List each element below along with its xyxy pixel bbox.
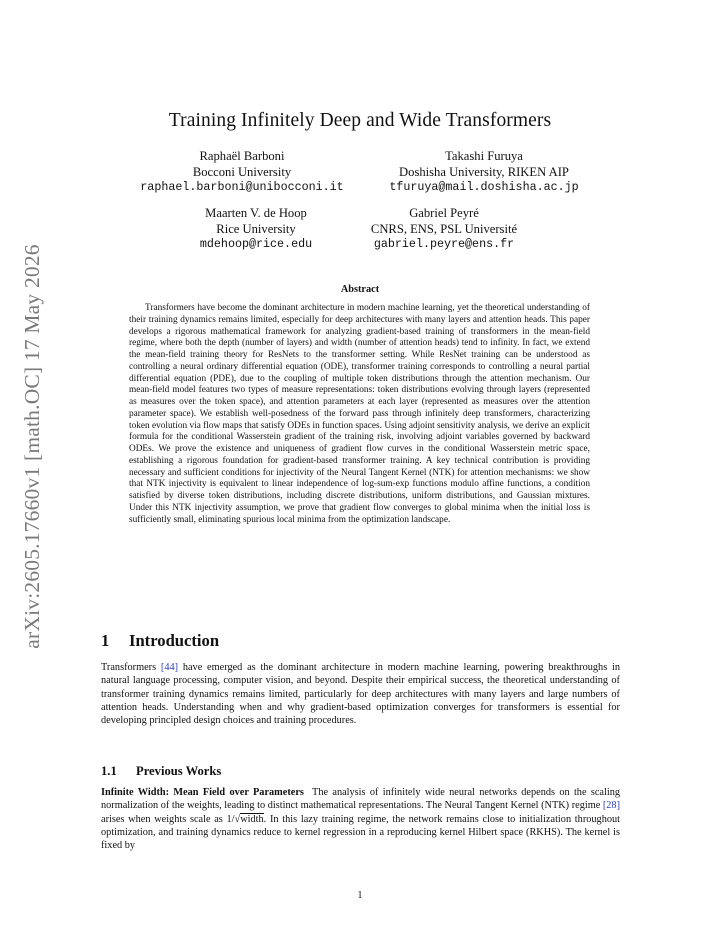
author-name: Raphaël Barboni — [199, 149, 285, 163]
author-block-barboni — [128, 149, 356, 196]
author-affiliation: Bocconi University — [192, 164, 292, 179]
citation-link-28[interactable]: [28] — [602, 800, 621, 812]
author-email: raphael.barboni@unibocconi.it — [140, 180, 344, 194]
works-text-1: The analysis of infinitely wide neural networks depends on the scaling normalization of the weights, leading to distinct mathematical representations. The Neural Tangent Kernel (NTK) regime — [101, 787, 621, 812]
arxiv-identifier — [20, 236, 44, 656]
section-number: 1 — [101, 631, 110, 650]
works-text-3: . In this lazy training regime, the network remains close to initialization throughout optimization, and training dynamics reduce to kernel regression in a reproducing kernel Hilbert space (RKHS). The kernel is fixed by — [101, 813, 620, 852]
intro-text-rest: have emerged as the dominant architecture in modern machine learning, powering breakthroughs in natural language processing, computer vision, and beyond. Despite their empirical success, the theoretical understanding of transformer training dynamics remains limited, particularly for deep architectures with many layers and large numbers of attention heads. Understanding when and why gradient-based optimization converges for transformers is essential for developing principled design choices and training procedures. — [101, 662, 620, 727]
author-block-furuya — [368, 149, 600, 196]
section-title: Introduction — [129, 631, 220, 650]
previous-works-paragraph — [101, 786, 620, 852]
author-affiliation: Doshisha University, RIKEN AIP — [399, 164, 569, 179]
author-email: gabriel.peyre@ens.fr — [373, 237, 515, 251]
subsection-heading-previous-works — [101, 764, 221, 779]
section-heading-introduction — [101, 631, 219, 651]
arxiv-identifier-text: arXiv:2605.17660v1 [math.OC] 17 May 2026 — [19, 243, 44, 649]
page-number: 1 — [357, 890, 363, 901]
author-block-peyre — [344, 206, 544, 253]
author-block-dehoop — [170, 206, 342, 253]
intro-text-start: Transformers — [101, 662, 157, 673]
subsection-number: 1.1 — [101, 764, 117, 778]
author-affiliation: Rice University — [216, 221, 296, 236]
works-text-2: arises when weights scale as 1/√ — [101, 813, 241, 825]
sqrt-argument: width — [240, 813, 264, 825]
author-email: tfuruya@mail.doshisha.ac.jp — [389, 180, 579, 194]
author-name: Gabriel Peyré — [409, 206, 479, 220]
subsection-title: Previous Works — [136, 764, 222, 778]
author-affiliation: CNRS, ENS, PSL Université — [370, 221, 518, 236]
author-name: Maarten V. de Hoop — [205, 206, 307, 220]
abstract-body: Transformers have become the dominant architecture in modern machine learning, yet the theoretical understanding of their training dynamics remains limited, especially for deep architectures with many layers and attention heads. This paper develops a rigorous mathematical framework for analyzing gradient-based training of transformers in the mean-field regime, where both the depth (number of layers) and width (number of attention heads) tend to infinity. In fact, we extend the mean-field training theory for ResNets to the transformer setting. While ResNet training can be understood as controlling a neural ordinary differential equation (ODE), transformer training corresponds to controlling a neural partial differential equation (PDE), due to the coupling of multiple token distributions through the attention mechanism. Our mean-field model features two types of measure representations: token distributions evolving through layers (represented as measures over the token space), and attention parameters at each layer (represented as measures over the attention parameter space). We establish well-posedness of the forward pass through infinitely deep transformers, characterizing token evolution via flow maps that satisfy ODEs in function spaces. Using adjoint sensitivity analysis, we derive an explicit formula for the conditional Wasserstein gradient of the training risk, involving adjoint variables governed by backward ODEs. We prove the existence and uniqueness of gradient flow curves in the conditional Wasserstein metric space, establishing a rigorous foundation for gradient-based transformer training. A key technical contribution is providing necessary and sufficient conditions for injectivity of the Neural Tangent Kernel (NTK) for attention mechanisms: we show that NTK injectivity is equivalent to linear independence of log-sum-exp functions modulo affine functions, a condition satisfied by diverse token distributions, including discrete distributions, uniform distributions, and Gaussian mixtures. Under this NTK injectivity assumption, we prove that gradient flow converges to global minima when the initial loss is sufficiently small, eliminating spurious local minima from the optimization landscape. — [129, 303, 590, 525]
author-email: mdehoop@rice.edu — [199, 237, 313, 251]
author-name: Takashi Furuya — [445, 149, 523, 163]
paragraph-runin-heading: Infinite Width: Mean Field over Parameters — [101, 787, 304, 798]
abstract-heading: Abstract — [340, 284, 380, 295]
introduction-paragraph — [101, 661, 620, 727]
citation-link-44[interactable]: [44] — [160, 662, 179, 673]
paper-title: Training Infinitely Deep and Wide Transformers — [168, 110, 552, 131]
